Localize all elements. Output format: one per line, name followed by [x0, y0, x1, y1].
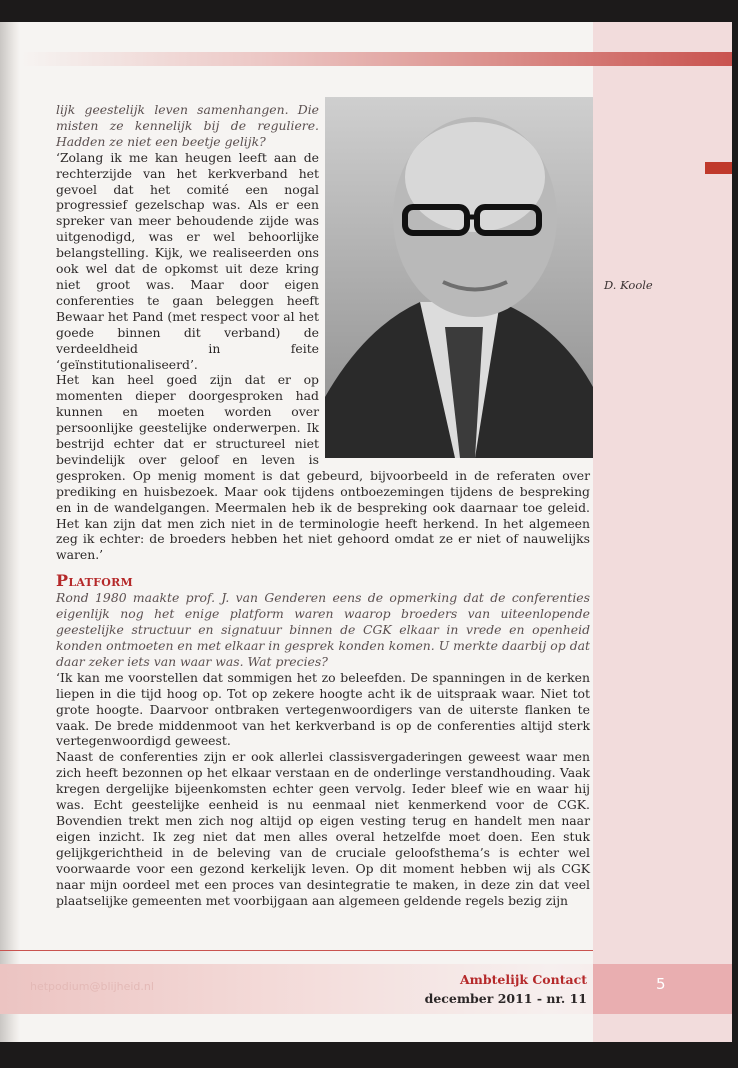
portrait-image-icon: [325, 97, 593, 458]
interview-answer: ‘Zolang ik me kan heugen leeft aan de rechterzijde van het kerkverband het gevoel dat het comité een nogal progressief gezelschap was. Als er een spreker van meer behoudende zijde was uitgenodigd, was er wel behoorlijke belangstelling. Kijk, we realiseerden ons ook wel dat de opkomst uit deze kring niet groot was. Maar door eigen conferenties te gaan beleggen heeft Bewaar het Pand (met respect voor al het goede binnen dit verband) de verdeeldheid in feite ‘geïnstitutionaliseerd’.: [56, 149, 319, 372]
footer-faded-text: hetpodium@blijheid.nl: [30, 980, 154, 993]
article-body: [56, 102, 590, 908]
magazine-page: [0, 22, 732, 1042]
interview-question: lijk geestelijk leven samenhangen. Die misten ze kennelijk bij de reguliere. Hadden ze niet een beetje gelijk?: [56, 102, 319, 149]
interview-answer: Naast de conferenties zijn er ook allerlei classisvergaderingen geweest waar men zich heeft bezonnen op het elkaar verstaan en de onderlinge verstandhouding. Vaak kregen dergelijke bijeenkomsten echter geen vervolg. Ieder bleef wie en waar hij was. Echt geestelijke eenheid is nu eenmaal niet kenmerkend voor de CGK. Bovendien trekt men zich nog altijd op eigen vesting terug en handelt men naar eigen inzicht. Ik zeg niet dat men alles overal hetzelfde moet doen. Een stuk gelijkgerichtheid in de beleving van de cruciale geloofsthema’s is echter wel voorwaarde voor een gezond kerkelijk leven. Op dit moment hebben wij als CGK naar mijn oordeel met een proces van desintegratie te maken, in deze zin dat veel plaatselijke gemeenten met voorbijgaan aan algemeen geldende regels bezig zijn: [56, 749, 590, 908]
page-binding-shadow: [0, 22, 20, 1042]
footer-rule: [0, 950, 593, 951]
page-number: 5: [656, 975, 666, 993]
portrait-photo: [325, 97, 593, 458]
interview-answer: ‘Ik kan me voorstellen dat sommigen het zo beleefden. De spanningen in de kerken liepen in die tijd hoog op. Tot op zekere hoogte acht ik de uitspraak waar. Niet tot grote hoogte. Daarvoor ontbraken vertegenwoordigers van de uiterste flanken te vaak. De brede middenmoot van het kerkverband is op de conferenties altijd sterk vertegenwoordigd geweest.: [56, 669, 590, 749]
side-margin-panel: [593, 22, 732, 1042]
top-accent-band: [20, 52, 732, 66]
interview-question: Rond 1980 maakte prof. J. van Genderen eens de opmerking dat de conferenties eigenlijk nog het enige platform waren waarop broeders van uiteenlopende geestelijke structuur en signatuur binnen de CGK elkaar in vrede en openheid konden ontmoeten en met elkaar in gesprek konden komen. U merkte daarbij op dat daar zeker iets van waar was. Wat precies?: [56, 590, 590, 669]
red-tab-marker: [705, 162, 732, 174]
interview-answer: Het kan heel goed zijn dat er op momenten dieper doorgesproken had kunnen en moeten worden over persoonlijke geestelijke onderwerpen. Ik bestrijd echter dat er structureel niet bevindelijk over geloof en leven is gesproken. Op menig moment is dat gebeurd, bijvoorbeeld in de referaten over prediking en huisbezoek. Maar ook tijdens ontboezemingen tijdens de bespreking en in de wandelgangen. Meermalen heb ik de bespreking ook daarnaar toe geleid. Het kan zijn dat men zich niet in de terminologie heeft herkend. In het algemeen zeg ik echter: de broeders hebben het niet gehoord omdat ze er niet of nauwelijks waren.’: [56, 372, 590, 563]
magazine-title: Ambtelijk Contact: [459, 972, 587, 987]
issue-label: december 2011 - nr. 11: [424, 991, 587, 1006]
photo-caption: D. Koole: [604, 278, 653, 292]
footer-magazine-info: [425, 970, 587, 1008]
section-heading: Platform: [56, 571, 133, 591]
